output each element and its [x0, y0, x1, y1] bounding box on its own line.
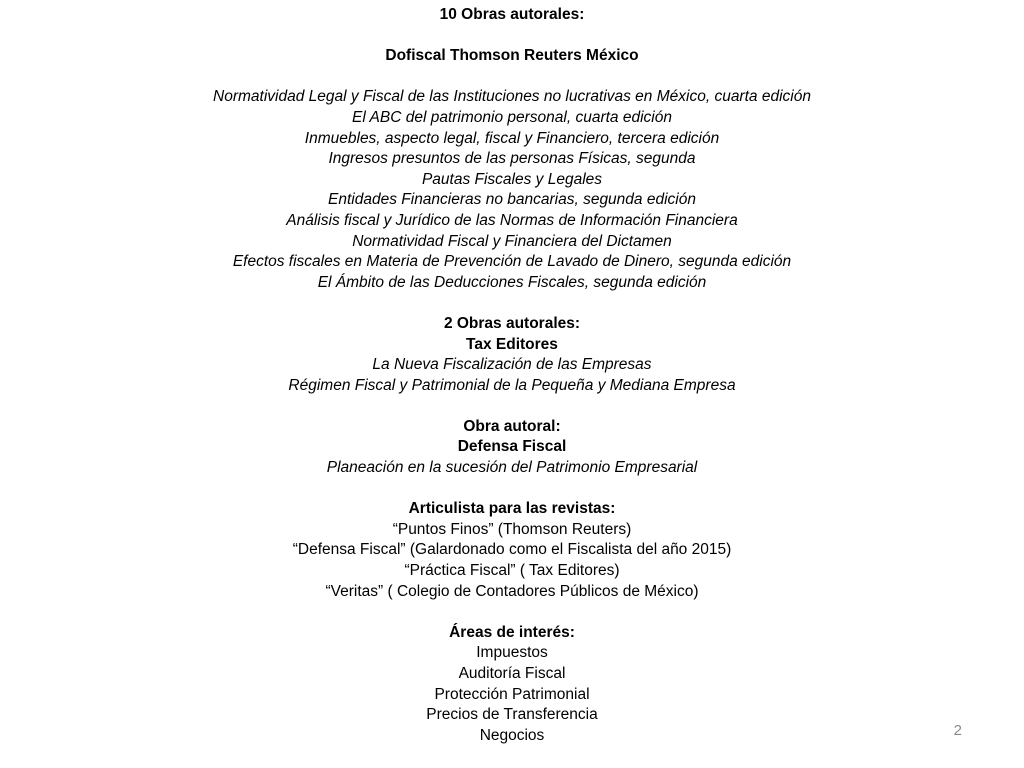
section2-publisher: Tax Editores	[466, 335, 558, 353]
section3-heading: Obra autoral:	[463, 417, 561, 435]
section1-work: Normatividad Legal y Fiscal de las Instituciones no lucrativas en México, cuarta edición	[213, 88, 811, 106]
section1-work: Normatividad Fiscal y Financiera del Dictamen	[352, 232, 672, 250]
section1-publisher: Dofiscal Thomson Reuters México	[385, 47, 639, 65]
slide-content	[0, 5, 1024, 746]
section2-work: La Nueva Fiscalización de las Empresas	[372, 356, 652, 374]
section2-work: Régimen Fiscal y Patrimonial de la Pequeña y Mediana Empresa	[288, 376, 736, 394]
spacer	[0, 602, 1024, 623]
magazine-item: “Defensa Fiscal” (Galardonado como el Fiscalista del año 2015)	[292, 541, 732, 559]
section4-heading: Articulista para las revistas:	[408, 500, 616, 518]
spacer	[0, 293, 1024, 314]
page-number: 2	[953, 722, 962, 739]
section1-work: Análisis fiscal y Jurídico de las Normas de Información Financiera	[286, 211, 738, 229]
magazine-item: “Veritas” ( Colegio de Contadores Públicos de México)	[325, 582, 699, 600]
spacer	[0, 67, 1024, 88]
interest-item: Precios de Transferencia	[426, 706, 598, 724]
interest-item: Protección Patrimonial	[434, 685, 590, 703]
interest-item: Auditoría Fiscal	[458, 665, 566, 682]
section1-work: Inmuebles, aspecto legal, fiscal y Financiero, tercera edición	[304, 129, 720, 147]
section1-work: Entidades Financieras no bancarias, segunda edición	[328, 191, 696, 209]
interest-item: Impuestos	[476, 644, 548, 662]
section1-work: El ABC del patrimonio personal, cuarta edición	[352, 108, 672, 126]
section1-work: Pautas Fiscales y Legales	[421, 170, 603, 188]
spacer	[0, 479, 1024, 500]
magazine-item: “Práctica Fiscal” ( Tax Editores)	[404, 562, 620, 580]
interest-item: Negocios	[479, 726, 545, 744]
section3-publisher: Defensa Fiscal	[457, 438, 567, 456]
section2-heading: 2 Obras autorales:	[443, 314, 581, 332]
section1-work: Efectos fiscales en Materia de Prevención de Lavado de Dinero, segunda edición	[232, 253, 792, 271]
section3-work: Planeación en la sucesión del Patrimonio Empresarial	[326, 459, 698, 477]
section1-work: El Ámbito de las Deducciones Fiscales, segunda edición	[317, 273, 707, 291]
spacer	[0, 396, 1024, 417]
section1-heading: 10 Obras autorales:	[439, 6, 585, 23]
section1-work: Ingresos presuntos de las personas Físicas, segunda	[328, 150, 696, 168]
section5-heading: Áreas de interés:	[449, 623, 575, 641]
spacer	[0, 26, 1024, 47]
magazine-item: “Puntos Finos” (Thomson Reuters)	[392, 520, 632, 538]
